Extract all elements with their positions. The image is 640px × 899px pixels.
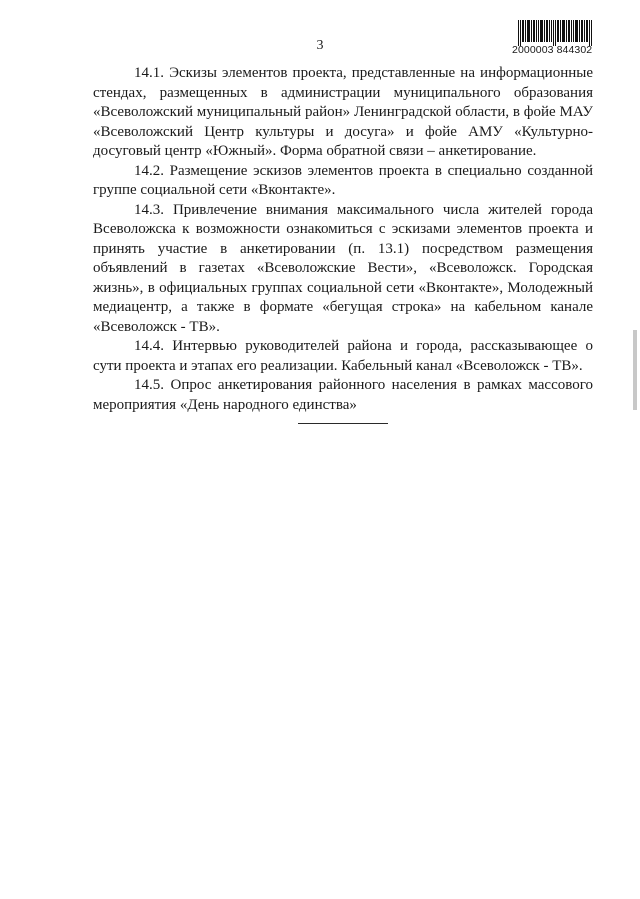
scan-edge-mark: [633, 330, 637, 410]
barcode-bars: [518, 20, 592, 46]
document-body: [93, 64, 593, 415]
end-of-document-rule: [298, 423, 388, 424]
paragraph-14-1: 14.1. Эскизы элементов проекта, представленные на информационные стендах, размещенных в администрации муниципального образования «Всеволожский муниципальный район» Ленинградской области, в фойе МАУ «Всеволожский Центр культуры и досуга» и фойе АМУ «Культурно-досуговый центр «Южный». Форма обратной связи – анкетирование.: [93, 65, 593, 159]
paragraph-14-2: 14.2. Размещение эскизов элементов проекта в специально созданной группе социальной сети «Вконтакте».: [93, 162, 593, 198]
barcode: [512, 20, 592, 60]
paragraph-14-4: 14.4. Интервью руководителей района и города, рассказывающее о сути проекта и этапах его реализации. Кабельный канал «Всеволожск - ТВ».: [93, 338, 593, 374]
paragraph-14-5: 14.5. Опрос анкетирования районного населения в рамках массового мероприятия «День народного единства»: [93, 377, 593, 413]
paragraph-14-3: 14.3. Привлечение внимания максимального числа жителей города Всеволожска к возможности ознакомиться с эскизами элементов проекта и принять участие в анкетировании (п. 13.1) посредством размещения объявлений в газетах «Всеволожские Вести», «Всеволожск. Городская жизнь», в официальных группах социальной сети «Вконтакте», Молодежный медиацентр, а также в формате «бегущая строка» на кабельном канале «Всеволожск - ТВ».: [93, 201, 593, 335]
page-number: 3: [316, 38, 324, 53]
barcode-number: 2000003 844302: [512, 44, 593, 56]
